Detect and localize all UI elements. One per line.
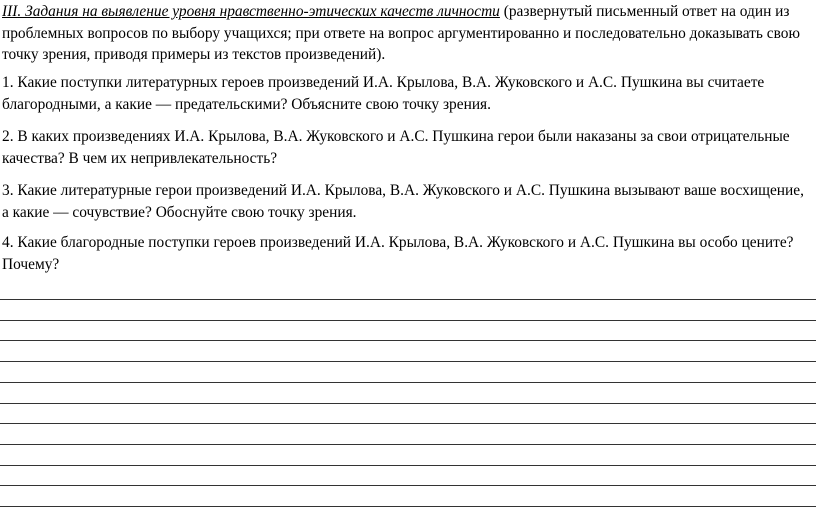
section-title: III. Задания на выявление уровня нравственно-этических качеств личности [2,3,500,20]
answer-line [0,320,816,321]
question-3: 3. Какие литературные герои произведений И.А. Крылова, В.А. Жуковского и А.С. Пушкина вызывают ваше восхищение, а какие — сочувствие? Обоснуйте свою точку зрения. [2,182,804,221]
question-1: 1. Какие поступки литературных героев произведений И.А. Крылова, В.А. Жуковского и А.С. Пушкина вы считаете благородными, а какие — предательскими? Объясните свою точку зрения. [2,74,765,113]
answer-line [0,444,816,445]
answer-line [0,423,816,424]
answer-line [0,485,816,486]
answer-line [0,299,816,300]
question-2: 2. В каких произведениях И.А. Крылова, В.А. Жуковского и А.С. Пушкина герои были наказаны за свои отрицательные качества? В чем их непривлекательность? [2,128,790,167]
answer-line [0,506,816,507]
answer-line [0,361,816,362]
section-description: (развернутый письменный ответ на один из проблемных вопросов по выбору учащихся; при ответе на вопрос аргументированно и последовательно доказывать свою точку зрения, приводя примеры из текстов произведений). [2,3,800,63]
answer-line [0,340,816,341]
answer-line [0,465,816,466]
answer-line [0,403,816,404]
answer-line [0,382,816,383]
question-4: 4. Какие благородные поступки героев произведений И.А. Крылова, В.А. Жуковского и А.С. Пушкина вы особо цените? Почему? [2,234,794,273]
